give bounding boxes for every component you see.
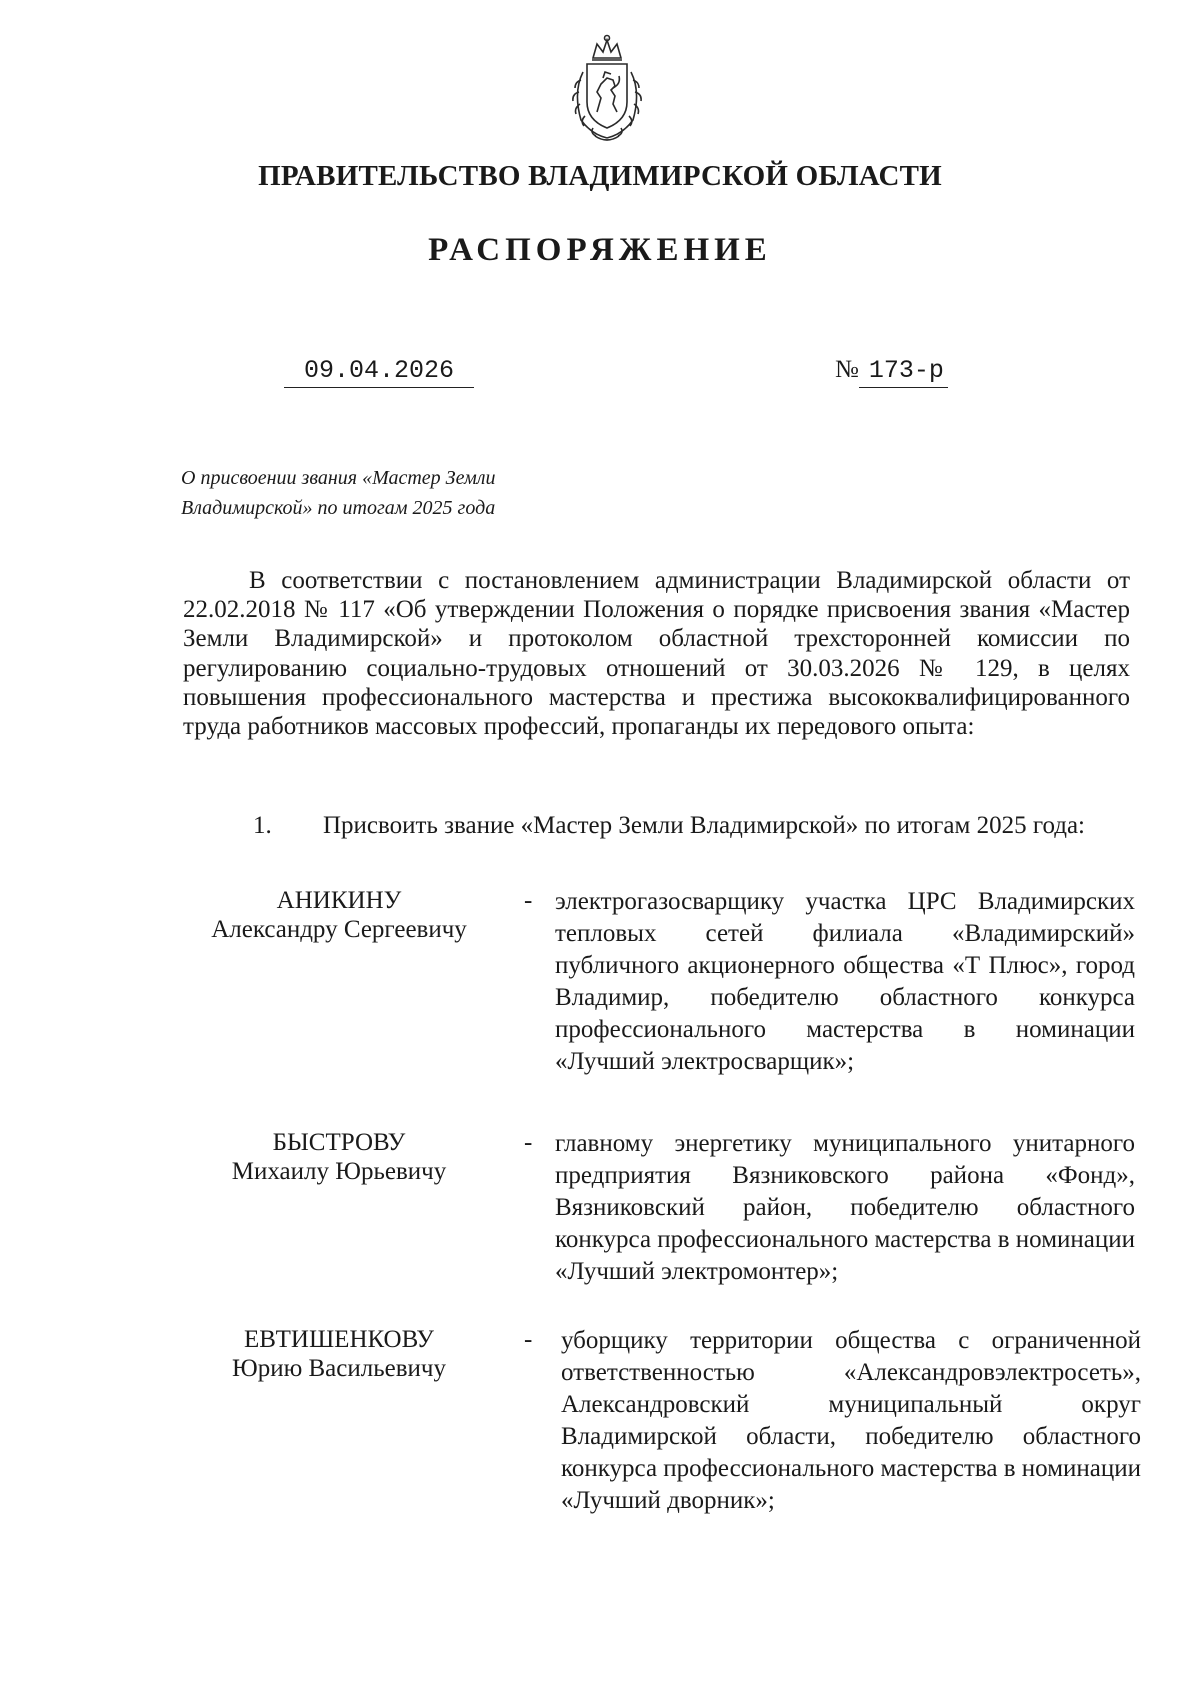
awardee-surname: ЕВТИШЕНКОВУ [244, 1326, 434, 1353]
item-1-number: 1. [253, 812, 272, 839]
awardee-description: электрогазосварщику участка ЦРС Владимирских тепловых сетей филиала «Владимирский» публичного акционерного общества «Т Плюс», город Владимир, победителю областного конкурса профессионального мастерства в номинации «Лучший электросварщик»; [555, 888, 1135, 1075]
document-number: 173-р [859, 356, 948, 388]
awardee-given-name: Юрию Васильевичу [232, 1355, 446, 1383]
subject-line-1: О присвоении звания «Мастер Земли [181, 467, 496, 489]
item-1-text: Присвоить звание «Мастер Земли Владимирской» по итогам 2025 года: [323, 812, 1085, 839]
awardee-description: уборщику территории общества с ограниченной ответственностью «Александровэлектросеть», Александровский муниципальный округ Владимирской области, победителю областного конкурса профессионального мастерства в номинации «Лучший дворник»; [561, 1327, 1141, 1514]
organization-title: ПРАВИТЕЛЬСТВО ВЛАДИМИРСКОЙ ОБЛАСТИ [258, 160, 942, 192]
subject-line-2: Владимирской» по итогам 2025 года [181, 497, 496, 519]
awardee-name [183, 1128, 495, 1186]
document-type-title: РАСПОРЯЖЕНИЕ [428, 232, 772, 268]
document-number-field [835, 356, 948, 388]
awardee-surname: БЫСТРОВУ [272, 1129, 406, 1156]
awardee-surname: АНИКИНУ [276, 887, 402, 914]
awardee-given-name: Михаилу Юрьевичу [231, 1158, 447, 1186]
item-1-paragraph [183, 811, 1130, 840]
awardee-dash: - [524, 1129, 533, 1156]
awardee-description: главному энергетику муниципального унитарного предприятия Вязниковского района «Фонд», Вязниковский район, победителю областного конкурса профессионального мастерства в номинации «Лучший электромонтер»; [555, 1130, 1135, 1285]
document-subject [181, 463, 611, 523]
awardee-dash: - [524, 887, 533, 914]
number-sign: № [835, 356, 859, 383]
awardee-given-name: Александру Сергеевичу [211, 916, 467, 944]
awardee-name [183, 1325, 495, 1383]
awardee-name [183, 886, 495, 944]
awardee-dash: - [524, 1326, 533, 1353]
document-date: 09.04.2026 [284, 356, 474, 388]
coat-of-arms-icon [557, 32, 657, 144]
preamble-paragraph: В соответствии с постановлением администрации Владимирской области от 22.02.2018 № 117 «Об утверждении Положения о порядке присвоения звания «Мастер Земли Владимирской» и протоколом областной трехсторонней комиссии по регулированию социально-трудовых отношений от 30.03.2026 № 129, в целях повышения профессионального мастерства и престижа высококвалифицированного труда работников массовых профессий, пропаганды их передового опыта: [183, 567, 1130, 741]
